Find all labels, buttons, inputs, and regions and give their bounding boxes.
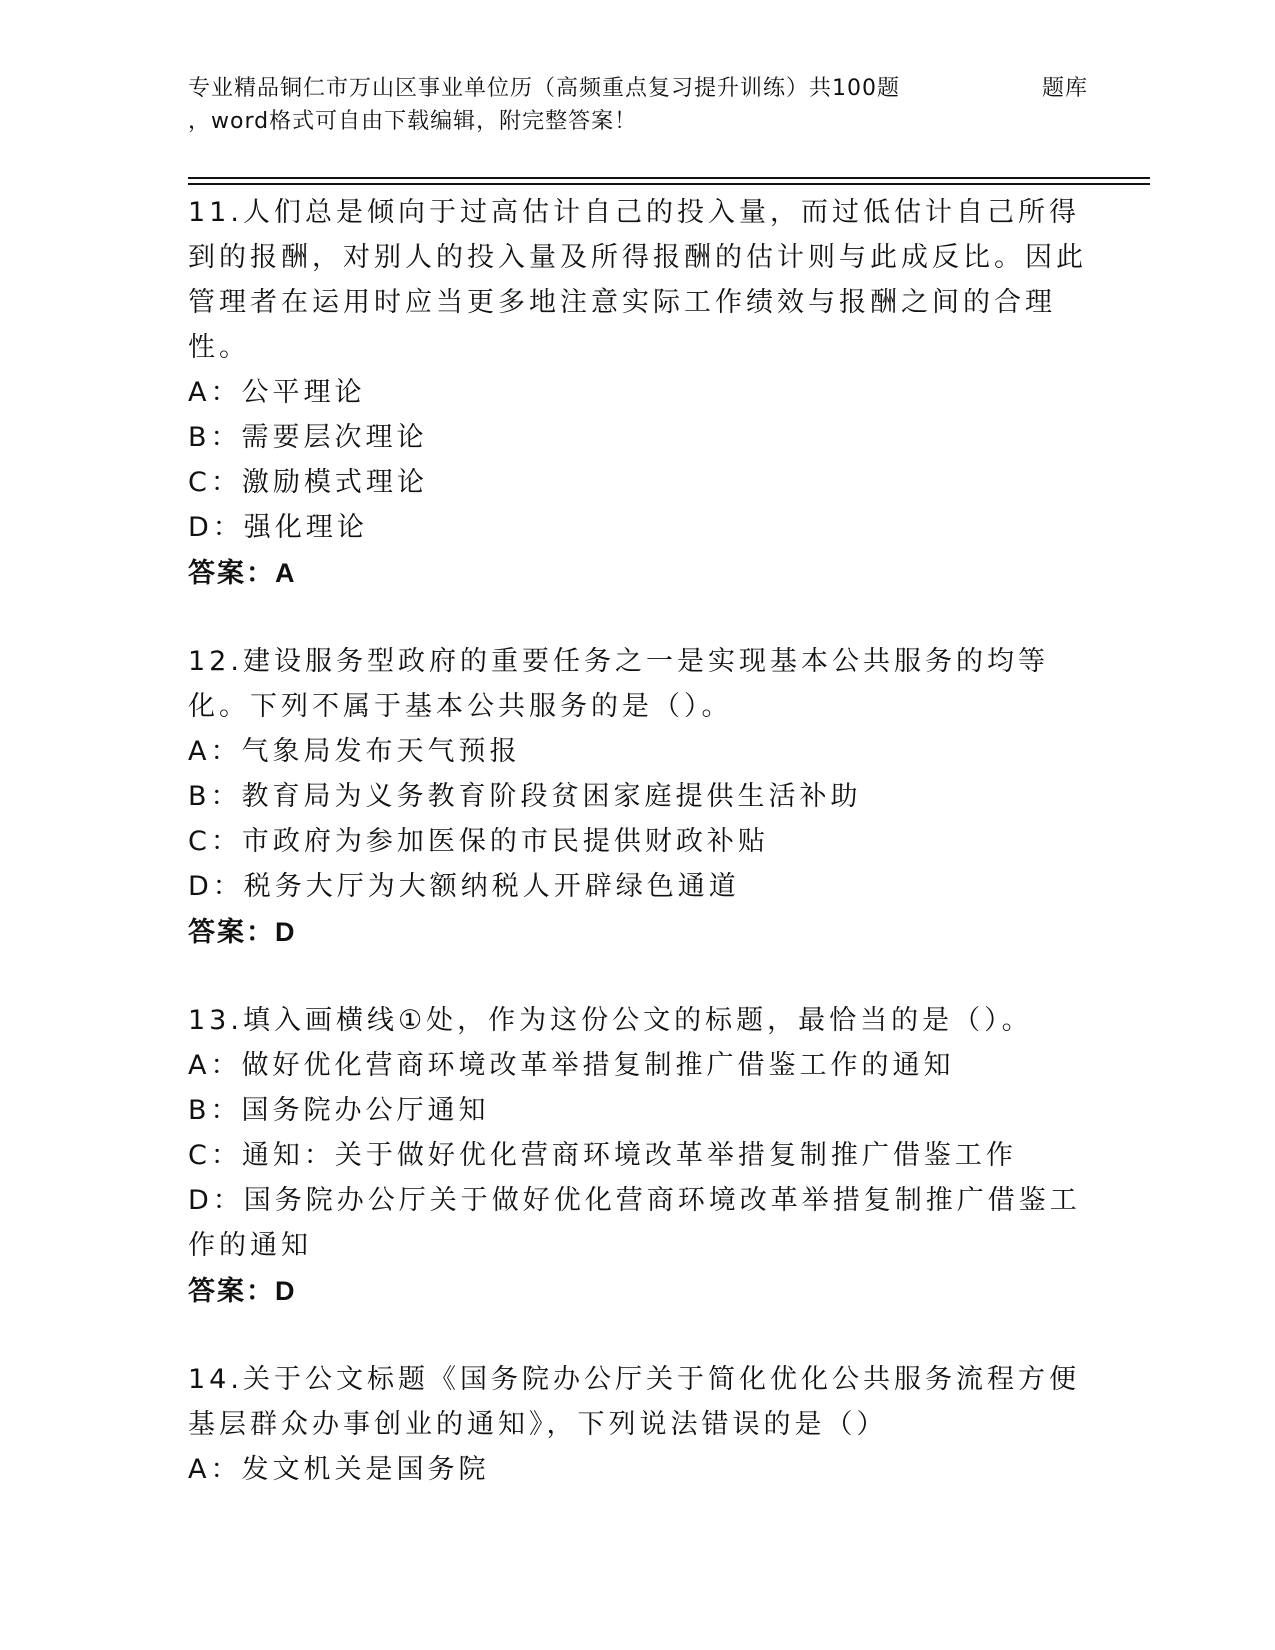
option-c: C：市政府为参加医保的市民提供财政补贴 [188, 826, 769, 857]
page-header [188, 72, 1088, 138]
option-b: B：教育局为义务教育阶段贫困家庭提供生活补助 [188, 781, 862, 812]
header-title: 专业精品铜仁市万山区事业单位历（高频重点复习提升训练）共100题 [188, 76, 900, 101]
question-12 [188, 639, 1088, 955]
question-13 [188, 998, 1088, 1314]
option-d: D：强化理论 [188, 512, 368, 543]
option-b: B：国务院办公厅通知 [188, 1095, 490, 1126]
option-b: B：需要层次理论 [188, 422, 428, 453]
answer: 答案：D [188, 917, 297, 947]
question-11 [188, 190, 1088, 596]
option-c: C：激励模式理论 [188, 467, 428, 498]
header-rule-bottom [188, 183, 1150, 185]
header-rule-top [188, 177, 1150, 179]
option-a: A：公平理论 [188, 377, 366, 408]
answer: 答案：A [188, 558, 297, 588]
header-tag: 题库 [1041, 76, 1088, 101]
question-list [188, 190, 1088, 1535]
option-c: C：通知：关于做好优化营商环境改革举措复制推广借鉴工作 [188, 1140, 1017, 1171]
option-a: A：做好优化营商环境改革举措复制推广借鉴工作的通知 [188, 1050, 955, 1081]
question-stem: 12.建设服务型政府的重要任务之一是实现基本公共服务的均等化。下列不属于基本公共服务的是（）。 [188, 646, 1049, 722]
question-stem: 14.关于公文标题《国务院办公厅关于简化优化公共服务流程方便基层群众办事创业的通知》，下列说法错误的是（） [188, 1364, 1080, 1440]
question-stem: 11.人们总是倾向于过高估计自己的投入量，而过低估计自己所得到的报酬，对别人的投入量及所得报酬的估计则与此成反比。因此管理者在运用时应当更多地注意实际工作绩效与报酬之间的合理性。 [188, 197, 1087, 363]
answer: 答案：D [188, 1276, 297, 1306]
option-a: A：气象局发布天气预报 [188, 736, 521, 767]
question-14 [188, 1357, 1088, 1492]
question-stem: 13.填入画横线①处，作为这份公文的标题，最恰当的是（）。 [188, 1005, 1033, 1036]
option-d: D：国务院办公厅关于做好优化营商环境改革举措复制推广借鉴工作的通知 [188, 1185, 1081, 1261]
option-d: D：税务大厅为大额纳税人开辟绿色通道 [188, 871, 740, 902]
header-subtitle: ，word格式可自由下载编辑，附完整答案！ [188, 109, 638, 134]
option-a: A：发文机关是国务院 [188, 1454, 490, 1485]
